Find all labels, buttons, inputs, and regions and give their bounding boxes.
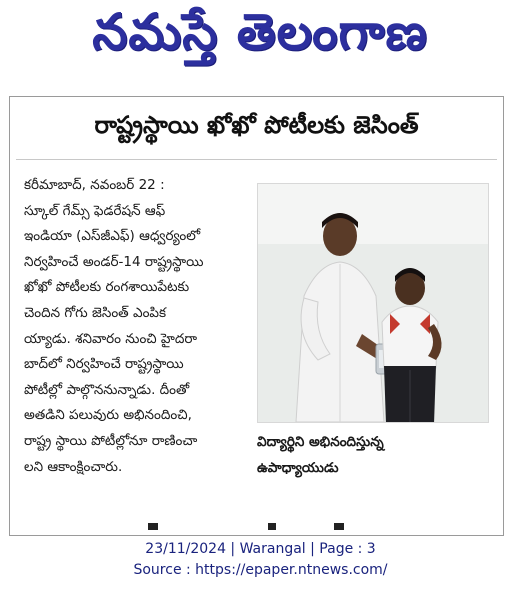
footer-source-line: Source : https://epaper.ntnews.com/	[133, 562, 388, 578]
newspaper-masthead	[40, 2, 480, 74]
article-body: కరీమాబాద్, నవంబర్ 22 : స్కూల్ గేమ్స్ ఫెడరేషన్ ఆఫ్ ఇండియా (ఎస్‌జీఎఫ్) ఆధ్వర్యంలో నిర్వహించే అండర్-14 రాష్ట్రస్థాయి ఖోఖో పోటీలకు రంగశాయిపేటకు చెందిన గోగు జెసింత్ ఎంపిక య్యాడు. శనివారం నుంచి హైదరా బాద్‌లో నిర్వహించే రాష్ట్రస్థాయి పోటీల్లో పాల్గొననున్నాడు. దీంతో అతడిని పలువురు అభినందించి, రాష్ట్ర స్థాయి పోటీల్లోనూ రాణించా లని ఆకాంక్షించారు.	[24, 177, 204, 475]
footer-date-line: 23/11/2024 | Warangal | Page : 3	[145, 541, 376, 557]
masthead-title: నమస్తే తెలంగాణ	[92, 2, 428, 61]
cropped-text-fragments	[120, 521, 390, 531]
article-photo	[257, 183, 489, 423]
teacher-student-photo	[258, 184, 489, 423]
headline-divider	[16, 159, 497, 160]
news-clipping	[9, 96, 504, 536]
photo-caption: విద్యార్థిని అభినందిస్తున్న ఉపాధ్యాయుడు	[257, 434, 384, 476]
article-headline: రాష్ట్రస్థాయి ఖోఖో పోటీలకు జెసింత్	[94, 111, 419, 139]
